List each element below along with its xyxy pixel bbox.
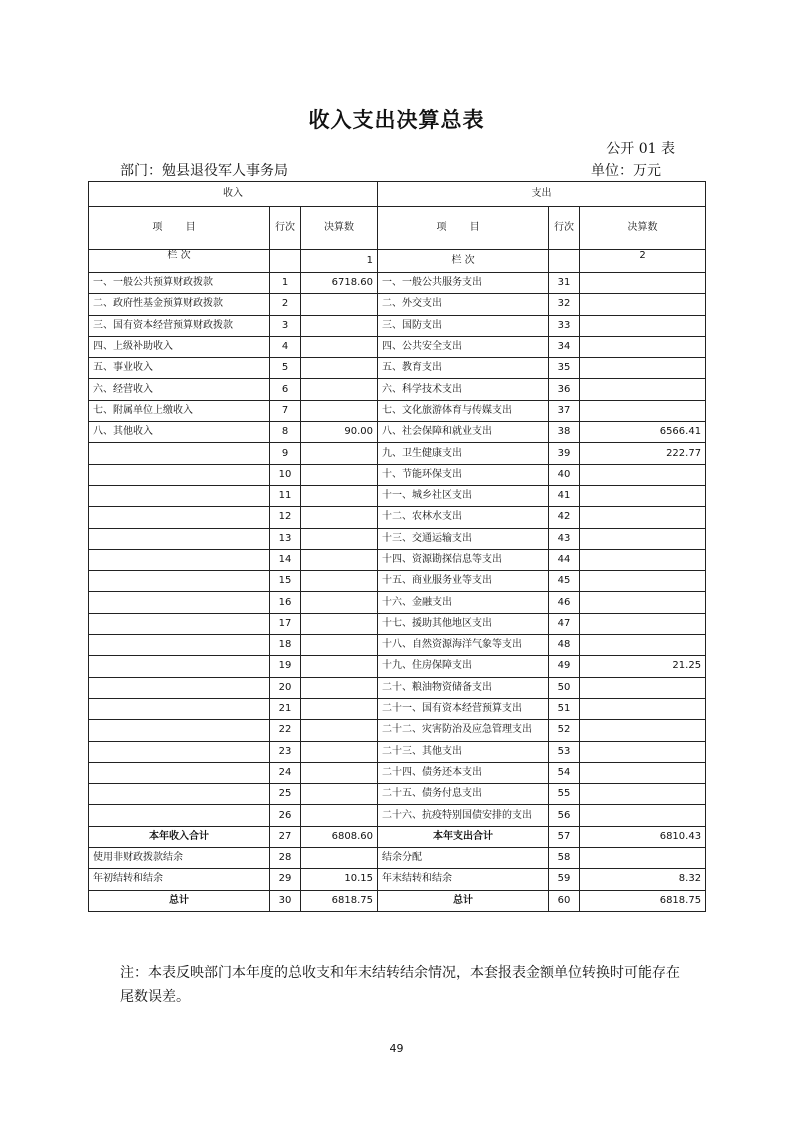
income-item — [89, 784, 270, 805]
income-amount — [301, 507, 378, 528]
expense-item: 十六、金融支出 — [378, 592, 549, 613]
expense-line-number: 47 — [549, 613, 580, 634]
expense-line-number: 37 — [549, 400, 580, 421]
income-line-number: 3 — [270, 315, 301, 336]
income-amount — [301, 762, 378, 783]
expense-line-number: 52 — [549, 720, 580, 741]
table-row — [89, 294, 706, 315]
total-row — [89, 869, 706, 890]
table-row — [89, 358, 706, 379]
income-amount — [301, 549, 378, 570]
expense-line-number: 36 — [549, 379, 580, 400]
income-line-number: 20 — [270, 677, 301, 698]
expense-item: 二十、粮油物资储备支出 — [378, 677, 549, 698]
expense-line-number: 42 — [549, 507, 580, 528]
income-line-number: 6 — [270, 379, 301, 400]
income-amount — [301, 464, 378, 485]
table-row — [89, 379, 706, 400]
table-row — [89, 635, 706, 656]
expense-line-number: 34 — [549, 336, 580, 357]
expense-item: 总计 — [378, 890, 549, 911]
income-item: 七、附属单位上缴收入 — [89, 400, 270, 421]
income-amount — [301, 379, 378, 400]
table-row — [89, 400, 706, 421]
income-item — [89, 720, 270, 741]
table-row — [89, 698, 706, 719]
income-line-number: 5 — [270, 358, 301, 379]
income-expense-table — [88, 181, 706, 912]
income-item — [89, 762, 270, 783]
expense-amount — [580, 784, 706, 805]
expense-line-number: 58 — [549, 848, 580, 869]
unit-label: 单位：万元 — [591, 163, 661, 179]
table-row — [89, 613, 706, 634]
table-row — [89, 592, 706, 613]
expense-amount — [580, 635, 706, 656]
income-amount — [301, 848, 378, 869]
income-line-number: 28 — [270, 848, 301, 869]
table-row — [89, 507, 706, 528]
income-line-number: 24 — [270, 762, 301, 783]
income-amount — [301, 528, 378, 549]
income-column-label: 栏 次 — [89, 250, 270, 273]
expense-line-number: 50 — [549, 677, 580, 698]
income-column-index: 1 — [301, 250, 378, 273]
expense-line-number: 38 — [549, 422, 580, 443]
page-title: 收入支出决算总表 — [308, 108, 485, 132]
income-line-number: 30 — [270, 890, 301, 911]
income-amount: 6808.60 — [301, 826, 378, 847]
income-line-number: 21 — [270, 698, 301, 719]
table-row — [89, 656, 706, 677]
income-amount: 10.15 — [301, 869, 378, 890]
expense-item: 二、外交支出 — [378, 294, 549, 315]
expense-item-header: 项 目 — [378, 207, 549, 250]
expense-amount — [580, 294, 706, 315]
expense-line-number: 53 — [549, 741, 580, 762]
table-row — [89, 315, 706, 336]
table-row — [89, 273, 706, 294]
expense-item: 二十六、抗疫特别国债安排的支出 — [378, 805, 549, 826]
expense-amount — [580, 379, 706, 400]
table-row — [89, 762, 706, 783]
expense-line-number: 55 — [549, 784, 580, 805]
expense-line-number: 60 — [549, 890, 580, 911]
expense-column-index: 2 — [580, 250, 706, 273]
income-line-number: 25 — [270, 784, 301, 805]
income-amount: 6718.60 — [301, 273, 378, 294]
expense-line-number: 39 — [549, 443, 580, 464]
income-amount — [301, 677, 378, 698]
expense-amount — [580, 358, 706, 379]
income-amount — [301, 294, 378, 315]
expense-item: 三、国防支出 — [378, 315, 549, 336]
expense-line-number: 32 — [549, 294, 580, 315]
expense-item: 六、科学技术支出 — [378, 379, 549, 400]
expense-item: 十三、交通运输支出 — [378, 528, 549, 549]
expense-amount — [580, 571, 706, 592]
expense-item: 二十二、灾害防治及应急管理支出 — [378, 720, 549, 741]
department-label: 部门：勉县退役军人事务局 — [120, 163, 288, 179]
expense-item: 十九、住房保障支出 — [378, 656, 549, 677]
income-line-number: 2 — [270, 294, 301, 315]
income-item: 四、上级补助收入 — [89, 336, 270, 357]
expense-line-number: 59 — [549, 869, 580, 890]
income-amount — [301, 400, 378, 421]
income-line-number: 14 — [270, 549, 301, 570]
table-row — [89, 422, 706, 443]
income-amount: 6818.75 — [301, 890, 378, 911]
expense-item: 二十三、其他支出 — [378, 741, 549, 762]
income-amount — [301, 698, 378, 719]
income-header: 收入 — [89, 182, 378, 207]
expense-line-number: 31 — [549, 273, 580, 294]
expense-item: 九、卫生健康支出 — [378, 443, 549, 464]
expense-amount — [580, 336, 706, 357]
expense-item: 年末结转和结余 — [378, 869, 549, 890]
income-amount — [301, 592, 378, 613]
income-item: 六、经营收入 — [89, 379, 270, 400]
section-header-row — [89, 182, 706, 207]
income-item: 本年收入合计 — [89, 826, 270, 847]
income-amount — [301, 358, 378, 379]
total-row — [89, 890, 706, 911]
expense-line-number: 46 — [549, 592, 580, 613]
expense-amount: 6818.75 — [580, 890, 706, 911]
income-line-number: 11 — [270, 485, 301, 506]
income-amount-header: 决算数 — [301, 207, 378, 250]
expense-item: 四、公共安全支出 — [378, 336, 549, 357]
table-row — [89, 549, 706, 570]
expense-header: 支出 — [378, 182, 706, 207]
expense-amount — [580, 485, 706, 506]
income-line-number: 27 — [270, 826, 301, 847]
income-item-header: 项 目 — [89, 207, 270, 250]
expense-line-header: 行次 — [549, 207, 580, 250]
table-row — [89, 805, 706, 826]
expense-line-number: 45 — [549, 571, 580, 592]
expense-amount — [580, 507, 706, 528]
table-row — [89, 464, 706, 485]
table-row — [89, 336, 706, 357]
income-line-number: 15 — [270, 571, 301, 592]
income-line-number: 12 — [270, 507, 301, 528]
income-amount — [301, 805, 378, 826]
expense-item: 二十四、债务还本支出 — [378, 762, 549, 783]
income-line-number: 10 — [270, 464, 301, 485]
income-line-number: 19 — [270, 656, 301, 677]
income-amount: 90.00 — [301, 422, 378, 443]
expense-item: 本年支出合计 — [378, 826, 549, 847]
income-amount — [301, 613, 378, 634]
table-row — [89, 485, 706, 506]
income-line-number: 7 — [270, 400, 301, 421]
income-item — [89, 677, 270, 698]
form-number: 公开 01 表 — [606, 141, 675, 157]
table-row — [89, 528, 706, 549]
expense-item: 结余分配 — [378, 848, 549, 869]
expense-amount — [580, 613, 706, 634]
expense-amount — [580, 273, 706, 294]
table-row — [89, 571, 706, 592]
expense-item: 十、节能环保支出 — [378, 464, 549, 485]
expense-item: 二十五、债务付息支出 — [378, 784, 549, 805]
expense-amount — [580, 805, 706, 826]
expense-line-number: 33 — [549, 315, 580, 336]
expense-item: 十四、资源勘探信息等支出 — [378, 549, 549, 570]
income-line-number: 29 — [270, 869, 301, 890]
expense-line-number: 56 — [549, 805, 580, 826]
expense-line-number: 35 — [549, 358, 580, 379]
income-line-number: 22 — [270, 720, 301, 741]
total-row — [89, 848, 706, 869]
income-item: 八、其他收入 — [89, 422, 270, 443]
table-row — [89, 784, 706, 805]
expense-amount — [580, 698, 706, 719]
income-item — [89, 741, 270, 762]
expense-amount — [580, 549, 706, 570]
income-item: 五、事业收入 — [89, 358, 270, 379]
income-amount — [301, 656, 378, 677]
income-item — [89, 443, 270, 464]
expense-item: 一、一般公共服务支出 — [378, 273, 549, 294]
income-amount — [301, 315, 378, 336]
income-line-number: 1 — [270, 273, 301, 294]
expense-line-number: 41 — [549, 485, 580, 506]
expense-amount: 222.77 — [580, 443, 706, 464]
income-amount — [301, 635, 378, 656]
income-line-header: 行次 — [270, 207, 301, 250]
income-item — [89, 464, 270, 485]
expense-item: 十八、自然资源海洋气象等支出 — [378, 635, 549, 656]
income-amount — [301, 443, 378, 464]
income-line-number: 13 — [270, 528, 301, 549]
expense-line-number: 54 — [549, 762, 580, 783]
expense-amount — [580, 848, 706, 869]
expense-amount — [580, 741, 706, 762]
expense-amount — [580, 528, 706, 549]
expense-item: 十五、商业服务业等支出 — [378, 571, 549, 592]
income-line-number: 8 — [270, 422, 301, 443]
expense-amount — [580, 400, 706, 421]
expense-item: 十一、城乡社区支出 — [378, 485, 549, 506]
expense-line-number: 49 — [549, 656, 580, 677]
expense-amount: 21.25 — [580, 656, 706, 677]
income-item — [89, 571, 270, 592]
income-line-number: 23 — [270, 741, 301, 762]
expense-amount: 8.32 — [580, 869, 706, 890]
income-line-number: 9 — [270, 443, 301, 464]
income-item: 一、一般公共预算财政拨款 — [89, 273, 270, 294]
income-item: 总计 — [89, 890, 270, 911]
expense-line-number: 48 — [549, 635, 580, 656]
table-row — [89, 677, 706, 698]
income-amount — [301, 571, 378, 592]
income-item — [89, 613, 270, 634]
empty-cell — [270, 250, 301, 273]
income-item — [89, 635, 270, 656]
income-item: 二、政府性基金预算财政拨款 — [89, 294, 270, 315]
income-item — [89, 528, 270, 549]
expense-amount — [580, 464, 706, 485]
income-line-number: 17 — [270, 613, 301, 634]
income-item — [89, 656, 270, 677]
column-header-row — [89, 207, 706, 250]
income-line-number: 26 — [270, 805, 301, 826]
expense-item: 八、社会保障和就业支出 — [378, 422, 549, 443]
expense-item: 十二、农林水支出 — [378, 507, 549, 528]
expense-line-number: 40 — [549, 464, 580, 485]
income-item — [89, 592, 270, 613]
income-amount — [301, 784, 378, 805]
expense-amount-header: 决算数 — [580, 207, 706, 250]
expense-amount: 6566.41 — [580, 422, 706, 443]
income-line-number: 4 — [270, 336, 301, 357]
expense-line-number: 57 — [549, 826, 580, 847]
income-item: 年初结转和结余 — [89, 869, 270, 890]
column-index-row — [89, 250, 706, 273]
income-item — [89, 485, 270, 506]
income-amount — [301, 485, 378, 506]
income-item: 三、国有资本经营预算财政拨款 — [89, 315, 270, 336]
income-item — [89, 698, 270, 719]
expense-amount — [580, 762, 706, 783]
expense-column-label: 栏 次 — [378, 250, 549, 273]
expense-line-number: 43 — [549, 528, 580, 549]
expense-amount — [580, 315, 706, 336]
income-item — [89, 507, 270, 528]
page-number: 49 — [389, 1042, 404, 1055]
income-item — [89, 549, 270, 570]
table-row — [89, 443, 706, 464]
expense-line-number: 44 — [549, 549, 580, 570]
expense-amount — [580, 592, 706, 613]
expense-amount — [580, 677, 706, 698]
income-amount — [301, 741, 378, 762]
income-item — [89, 805, 270, 826]
table-row — [89, 741, 706, 762]
total-row — [89, 826, 706, 847]
income-line-number: 18 — [270, 635, 301, 656]
income-amount — [301, 720, 378, 741]
expense-line-number: 51 — [549, 698, 580, 719]
expense-item: 七、文化旅游体育与传媒支出 — [378, 400, 549, 421]
expense-item: 五、教育支出 — [378, 358, 549, 379]
table-row — [89, 720, 706, 741]
expense-amount: 6810.43 — [580, 826, 706, 847]
footnote: 注：本表反映部门本年度的总收支和年末结转结余情况，本套报表金额单位转换时可能存在尾数误差。 — [120, 965, 680, 1005]
income-amount — [301, 336, 378, 357]
income-line-number: 16 — [270, 592, 301, 613]
empty-cell — [549, 250, 580, 273]
expense-item: 二十一、国有资本经营预算支出 — [378, 698, 549, 719]
income-item: 使用非财政拨款结余 — [89, 848, 270, 869]
expense-item: 十七、援助其他地区支出 — [378, 613, 549, 634]
expense-amount — [580, 720, 706, 741]
